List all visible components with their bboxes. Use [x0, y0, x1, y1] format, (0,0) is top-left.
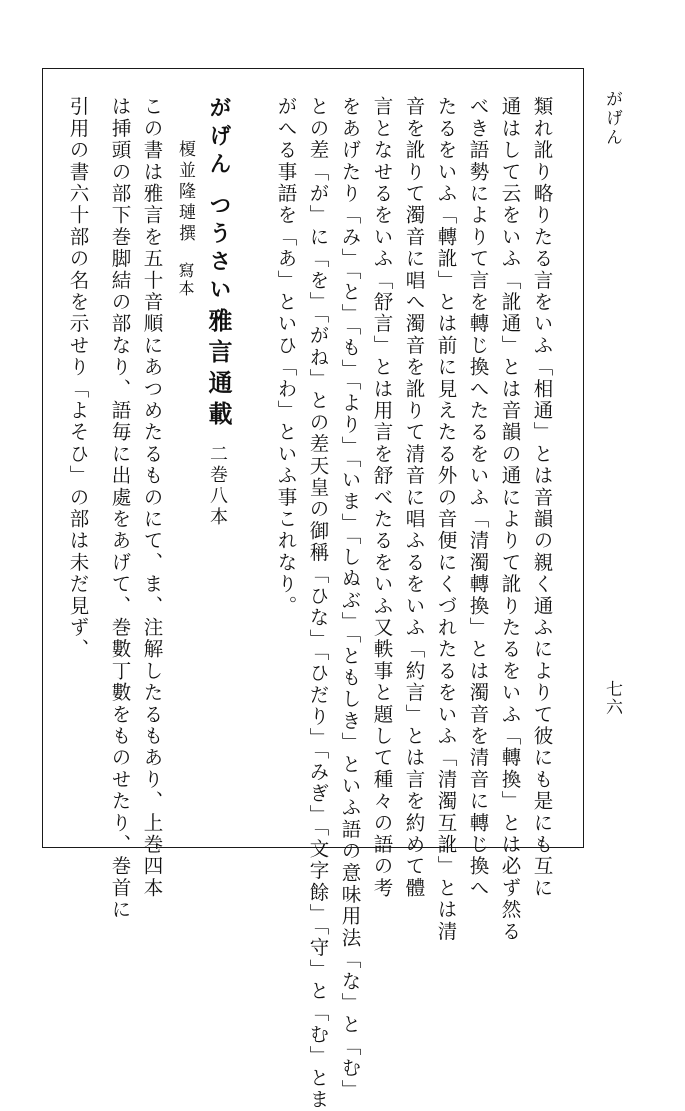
entry-copy-type: 寫本 [176, 262, 195, 298]
running-head: がげん [602, 90, 622, 147]
body-column: 言となせるをいふ「舒言」とは用言を舒べたるをいふ又軼事と題して種々の語の考 [370, 96, 394, 899]
body-column: たるをいふ「轉訛」とは前に見えたる外の音便にくづれたるをいふ「清濁互訛」とは清 [434, 96, 458, 943]
body-column: 音を訛りて濁音に唱へ濁音を訛りて清音に唱ふるをいふ「約言」とは言を約めて體 [402, 96, 426, 899]
entry-title: がげん つうさい [206, 96, 232, 306]
entry-volumes: 二巻八本 [207, 444, 228, 528]
entry-title-kanji: 雅言通載 [204, 308, 233, 432]
page-number: 七六 [602, 680, 622, 716]
entry-text-column: この書は雅言を五十音順にあつめたるものにて、ま、注解したるもあり、上巻四本 [140, 96, 164, 899]
entry-text-column: は挿頭の部下巻脚結の部なり、語毎に出處をあげて、巻數丁數をものせたり、巻首に [108, 96, 132, 921]
body-column: べき語勢によりて言を轉じ換へたるをいふ「清濁轉換」とは濁音を清音に轉じ換へ [466, 96, 490, 899]
body-column: 類れ訛り略りたる言をいふ「相通」とは音韻の親く通ふによりて彼にも是にも互に [530, 96, 554, 899]
body-column: との差「が」に「を」「がね」との差天皇の御稱「ひな」「ひだり」「みぎ」「文字餘」「守」と「む」とま [306, 96, 330, 1111]
body-column: がへる事語を「あ」といひ「わ」といふ事これなり。 [274, 96, 298, 617]
body-column: 通はして云をいふ「訛通」とは音韻の通によりて訛りたるをいふ「轉換」とは必ず然る [498, 96, 522, 943]
entry-author: 榎並隆璉撰 [175, 140, 195, 245]
body-column: をあげたり「み」「と」「も」「より」「いま」「しぬぶ」「ともしき」といふ語の意味用法「な」と「む」 [338, 96, 362, 1101]
entry-text-column: 引用の書六十部の名を示せり「よそひ」の部は未だ見ず、 [66, 96, 90, 661]
